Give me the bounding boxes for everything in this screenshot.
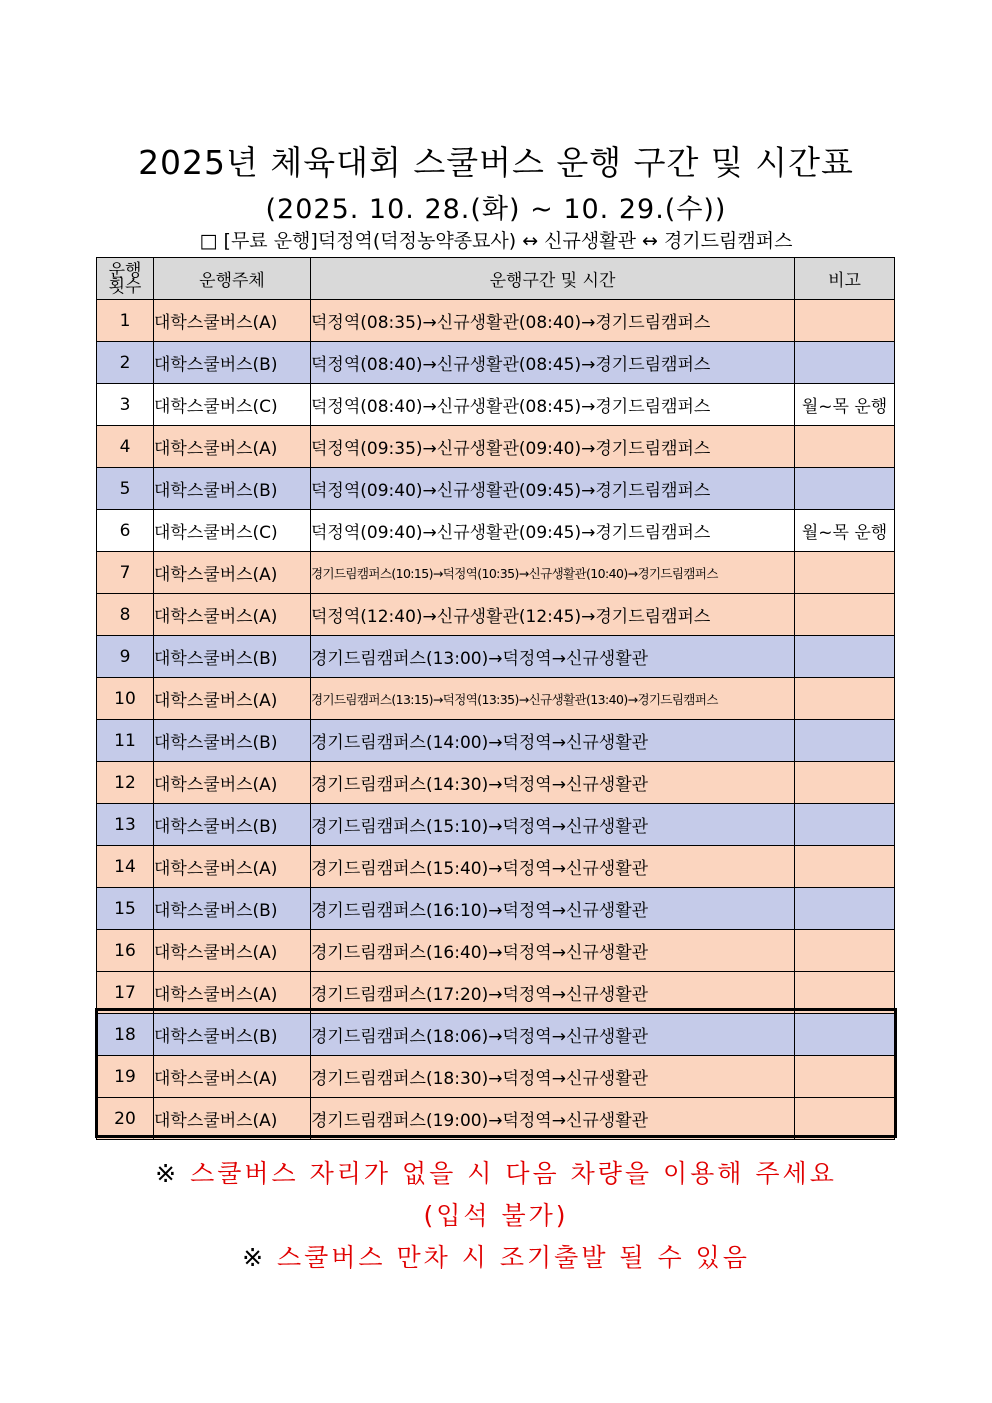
note-cell — [795, 468, 895, 510]
route-cell: 경기드림캠퍼스(15:40)→덕정역→신규생활관 — [311, 846, 795, 888]
route-cell: 경기드림캠퍼스(16:40)→덕정역→신규생활관 — [311, 930, 795, 972]
run-number-cell: 17 — [97, 972, 154, 1014]
operator-cell: 대학스쿨버스(A) — [154, 930, 311, 972]
note-cell — [795, 426, 895, 468]
table-row — [97, 300, 895, 342]
run-number-cell: 10 — [97, 678, 154, 720]
notice-early-departure-text: 스쿨버스 만차 시 조기출발 될 수 있음 — [276, 1243, 750, 1272]
notice-seat — [0, 1154, 992, 1190]
operator-cell: 대학스쿨버스(C) — [154, 510, 311, 552]
note-cell — [795, 342, 895, 384]
header-note: 비고 — [795, 258, 895, 300]
table-row — [97, 1014, 895, 1056]
run-number-cell: 9 — [97, 636, 154, 678]
table-row — [97, 510, 895, 552]
table-row — [97, 342, 895, 384]
run-number-cell: 15 — [97, 888, 154, 930]
run-number-cell: 18 — [97, 1014, 154, 1056]
operator-cell: 대학스쿨버스(C) — [154, 384, 311, 426]
run-number-cell: 8 — [97, 594, 154, 636]
header-run-count-line2: 횟수 — [108, 276, 142, 297]
header-run-count — [97, 258, 154, 300]
run-number-cell: 2 — [97, 342, 154, 384]
run-number-cell: 5 — [97, 468, 154, 510]
operator-cell: 대학스쿨버스(A) — [154, 300, 311, 342]
reference-mark: ※ — [242, 1243, 267, 1272]
note-cell — [795, 972, 895, 1014]
operator-cell: 대학스쿨버스(B) — [154, 342, 311, 384]
header-run-count-line1: 운행 — [108, 260, 142, 281]
run-number-cell: 3 — [97, 384, 154, 426]
note-cell — [795, 636, 895, 678]
operator-cell: 대학스쿨버스(A) — [154, 846, 311, 888]
table-row — [97, 804, 895, 846]
route-cell: 경기드림캠퍼스(17:20)→덕정역→신규생활관 — [311, 972, 795, 1014]
run-number-cell: 6 — [97, 510, 154, 552]
table-row — [97, 1056, 895, 1098]
route-cell: 경기드림캠퍼스(18:06)→덕정역→신규생활관 — [311, 1014, 795, 1056]
operator-cell: 대학스쿨버스(A) — [154, 552, 311, 594]
schedule-table — [96, 257, 895, 1140]
route-cell: 경기드림캠퍼스(10:15)→덕정역(10:35)→신규생활관(10:40)→경기드림캠퍼스 — [311, 552, 795, 594]
note-cell: 월~목 운행 — [795, 510, 895, 552]
run-number-cell: 12 — [97, 762, 154, 804]
date-range-subtitle: (2025. 10. 28.(화) ~ 10. 29.(수)) — [265, 194, 727, 225]
operator-cell: 대학스쿨버스(A) — [154, 1098, 311, 1140]
note-cell: 월~목 운행 — [795, 384, 895, 426]
table-row — [97, 972, 895, 1014]
run-number-cell: 16 — [97, 930, 154, 972]
notice-no-standing: (입석 불가) — [423, 1201, 569, 1230]
table-row — [97, 846, 895, 888]
route-cell: 경기드림캠퍼스(13:00)→덕정역→신규생활관 — [311, 636, 795, 678]
run-number-cell: 20 — [97, 1098, 154, 1140]
run-number-cell: 13 — [97, 804, 154, 846]
run-number-cell: 11 — [97, 720, 154, 762]
table-row — [97, 384, 895, 426]
route-cell: 덕정역(12:40)→신규생활관(12:45)→경기드림캠퍼스 — [311, 594, 795, 636]
route-cell: 덕정역(09:35)→신규생활관(09:40)→경기드림캠퍼스 — [311, 426, 795, 468]
route-cell: 경기드림캠퍼스(13:15)→덕정역(13:35)→신규생활관(13:40)→경기드림캠퍼스 — [311, 678, 795, 720]
run-number-cell: 14 — [97, 846, 154, 888]
operator-cell: 대학스쿨버스(B) — [154, 636, 311, 678]
table-row — [97, 888, 895, 930]
table-row — [97, 720, 895, 762]
operator-cell: 대학스쿨버스(B) — [154, 468, 311, 510]
table-row — [97, 1098, 895, 1140]
table-header-row — [97, 258, 895, 300]
note-cell — [795, 762, 895, 804]
operator-cell: 대학스쿨버스(A) — [154, 762, 311, 804]
notice-early-departure — [0, 1238, 992, 1274]
table-row — [97, 678, 895, 720]
route-cell: 경기드림캠퍼스(18:30)→덕정역→신규생활관 — [311, 1056, 795, 1098]
route-cell: 경기드림캠퍼스(16:10)→덕정역→신규생활관 — [311, 888, 795, 930]
run-number-cell: 19 — [97, 1056, 154, 1098]
run-number-cell: 7 — [97, 552, 154, 594]
route-cell: 덕정역(08:40)→신규생활관(08:45)→경기드림캠퍼스 — [311, 384, 795, 426]
operator-cell: 대학스쿨버스(B) — [154, 1014, 311, 1056]
route-cell: 덕정역(08:40)→신규생활관(08:45)→경기드림캠퍼스 — [311, 342, 795, 384]
route-cell: 경기드림캠퍼스(19:00)→덕정역→신규생활관 — [311, 1098, 795, 1140]
route-cell: 덕정역(09:40)→신규생활관(09:45)→경기드림캠퍼스 — [311, 510, 795, 552]
table-row — [97, 426, 895, 468]
route-description: □ [무료 운행]덕정역(덕정농약종묘사) ↔ 신규생활관 ↔ 경기드림캠퍼스 — [199, 230, 793, 252]
note-cell — [795, 1056, 895, 1098]
note-cell — [795, 594, 895, 636]
header-operator: 운행주체 — [154, 258, 311, 300]
table-row — [97, 594, 895, 636]
operator-cell: 대학스쿨버스(A) — [154, 426, 311, 468]
page-title: 2025년 체육대회 스쿨버스 운행 구간 및 시간표 — [138, 143, 854, 182]
note-cell — [795, 930, 895, 972]
table-row — [97, 762, 895, 804]
operator-cell: 대학스쿨버스(B) — [154, 888, 311, 930]
note-cell — [795, 552, 895, 594]
run-number-cell: 1 — [97, 300, 154, 342]
operator-cell: 대학스쿨버스(A) — [154, 594, 311, 636]
header-route: 운행구간 및 시간 — [311, 258, 795, 300]
run-number-cell: 4 — [97, 426, 154, 468]
table-row — [97, 930, 895, 972]
note-cell — [795, 1014, 895, 1056]
route-cell: 경기드림캠퍼스(15:10)→덕정역→신규생활관 — [311, 804, 795, 846]
note-cell — [795, 300, 895, 342]
table-row — [97, 552, 895, 594]
table-row — [97, 636, 895, 678]
note-cell — [795, 720, 895, 762]
operator-cell: 대학스쿨버스(A) — [154, 1056, 311, 1098]
note-cell — [795, 846, 895, 888]
route-cell: 덕정역(09:40)→신규생활관(09:45)→경기드림캠퍼스 — [311, 468, 795, 510]
note-cell — [795, 804, 895, 846]
notice-seat-text: 스쿨버스 자리가 없을 시 다음 차량을 이용해 주세요 — [190, 1159, 837, 1188]
route-cell: 경기드림캠퍼스(14:30)→덕정역→신규생활관 — [311, 762, 795, 804]
operator-cell: 대학스쿨버스(A) — [154, 678, 311, 720]
note-cell — [795, 678, 895, 720]
reference-mark: ※ — [155, 1159, 180, 1188]
route-cell: 경기드림캠퍼스(14:00)→덕정역→신규생활관 — [311, 720, 795, 762]
operator-cell: 대학스쿨버스(B) — [154, 720, 311, 762]
note-cell — [795, 888, 895, 930]
operator-cell: 대학스쿨버스(B) — [154, 804, 311, 846]
route-cell: 덕정역(08:35)→신규생활관(08:40)→경기드림캠퍼스 — [311, 300, 795, 342]
table-row — [97, 468, 895, 510]
operator-cell: 대학스쿨버스(A) — [154, 972, 311, 1014]
note-cell — [795, 1098, 895, 1140]
